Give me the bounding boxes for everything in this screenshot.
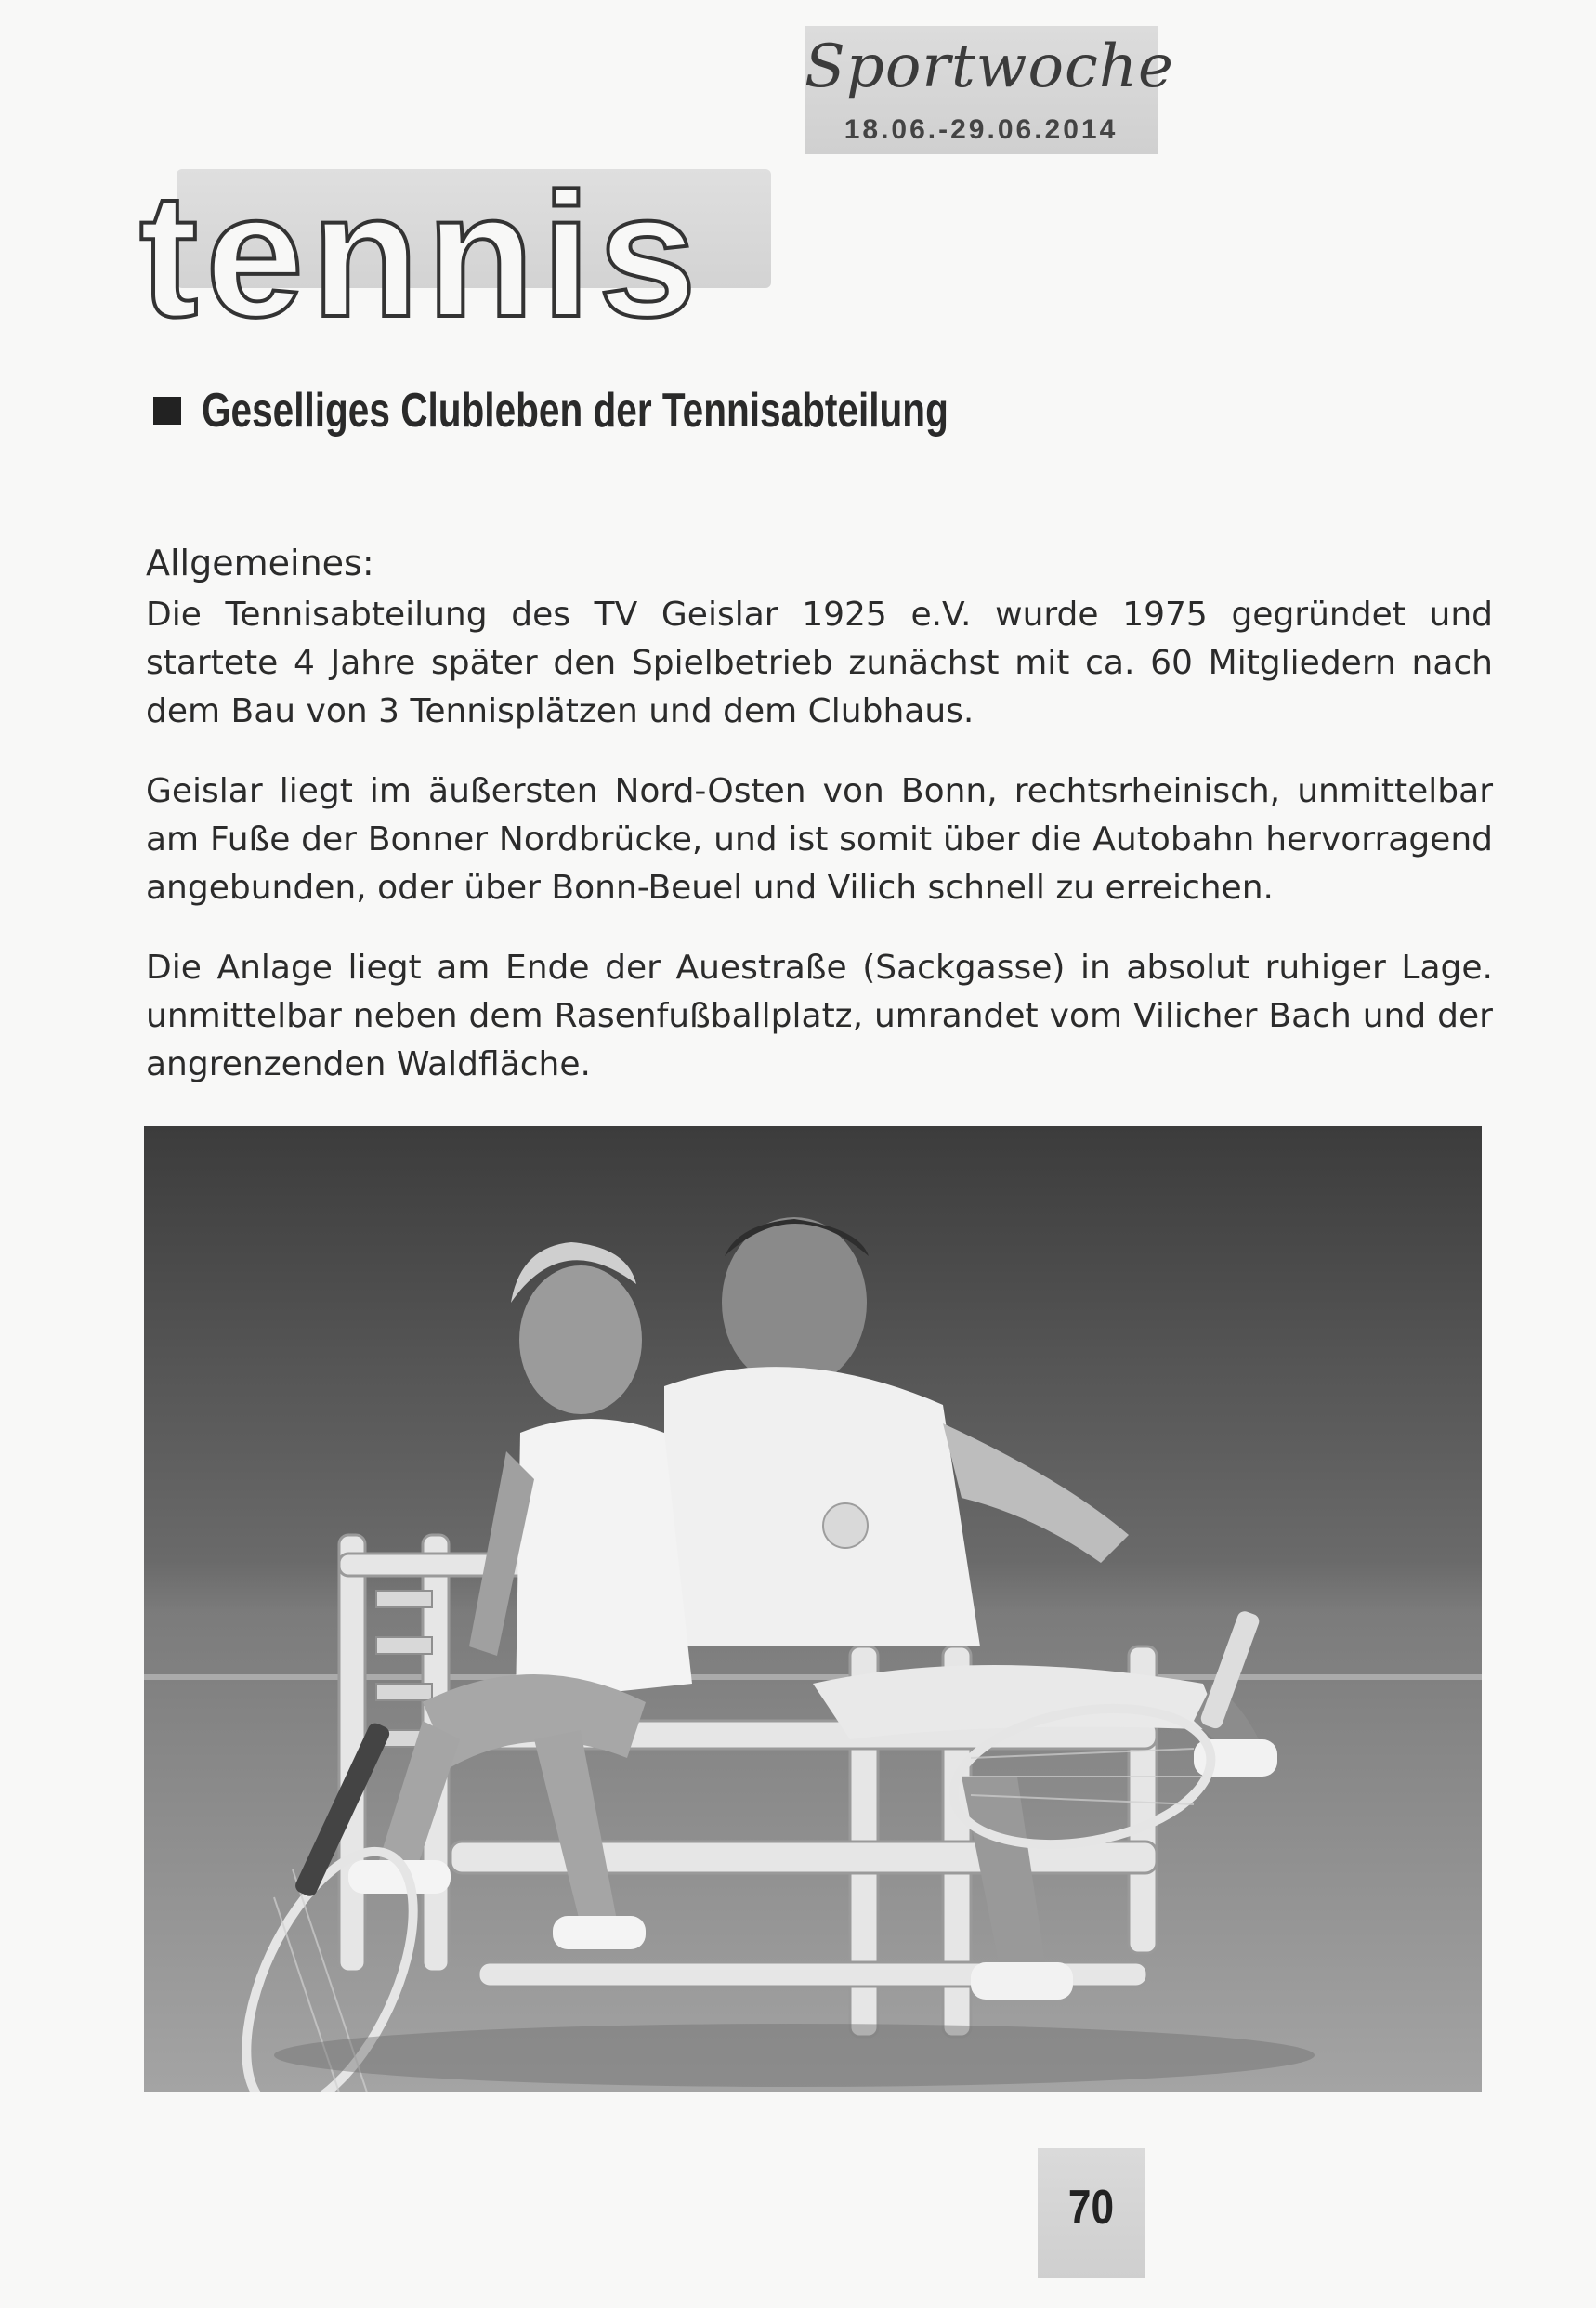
article-body [146, 539, 1493, 1121]
header-badge [805, 26, 1174, 154]
brand-logo-text: Sportwoche [805, 33, 1174, 101]
paragraph-2: Geislar liegt im äußersten Nord-Osten von Bonn, rechtsrheinisch, unmittelbar am Fuße der Bonner Nordbrücke, und ist somit über die Autobahn hervorragend angebunden, oder über Bonn-Beuel und Vilich schnell zu erreichen. [146, 772, 1493, 907]
photo-tennis-couple [144, 1126, 1482, 2092]
paragraph-3: Die Anlage liegt am Ende der Auestraße (Sackgasse) in absolut ruhiger Lage. unmittelbar neben dem Rasenfußballplatz, umrandet vom Vilicher Bach und der angrenzenden Waldfläche. [146, 949, 1493, 1083]
headline-text: Geselliges Clubleben der Tennisabteilung [202, 384, 948, 438]
square-bullet-icon [153, 397, 181, 425]
page-number-box [1038, 2148, 1145, 2278]
intro-label: Allgemeines: [146, 543, 374, 584]
section-word: tennis [139, 157, 704, 354]
paragraph-1: Die Tennisabteilung des TV Geislar 1925 e.V. wurde 1975 gegründet und startete 4 Jahre später den Spielbetrieb zunächst mit ca. 60 Mitgliedern nach dem Bau von 3 Tennisplätzen und dem Clubhaus. [146, 596, 1493, 730]
page-number: 70 [1067, 2181, 1115, 2235]
headline [153, 383, 1159, 439]
date-range: 18.06.-29.06.2014 [844, 114, 1119, 145]
